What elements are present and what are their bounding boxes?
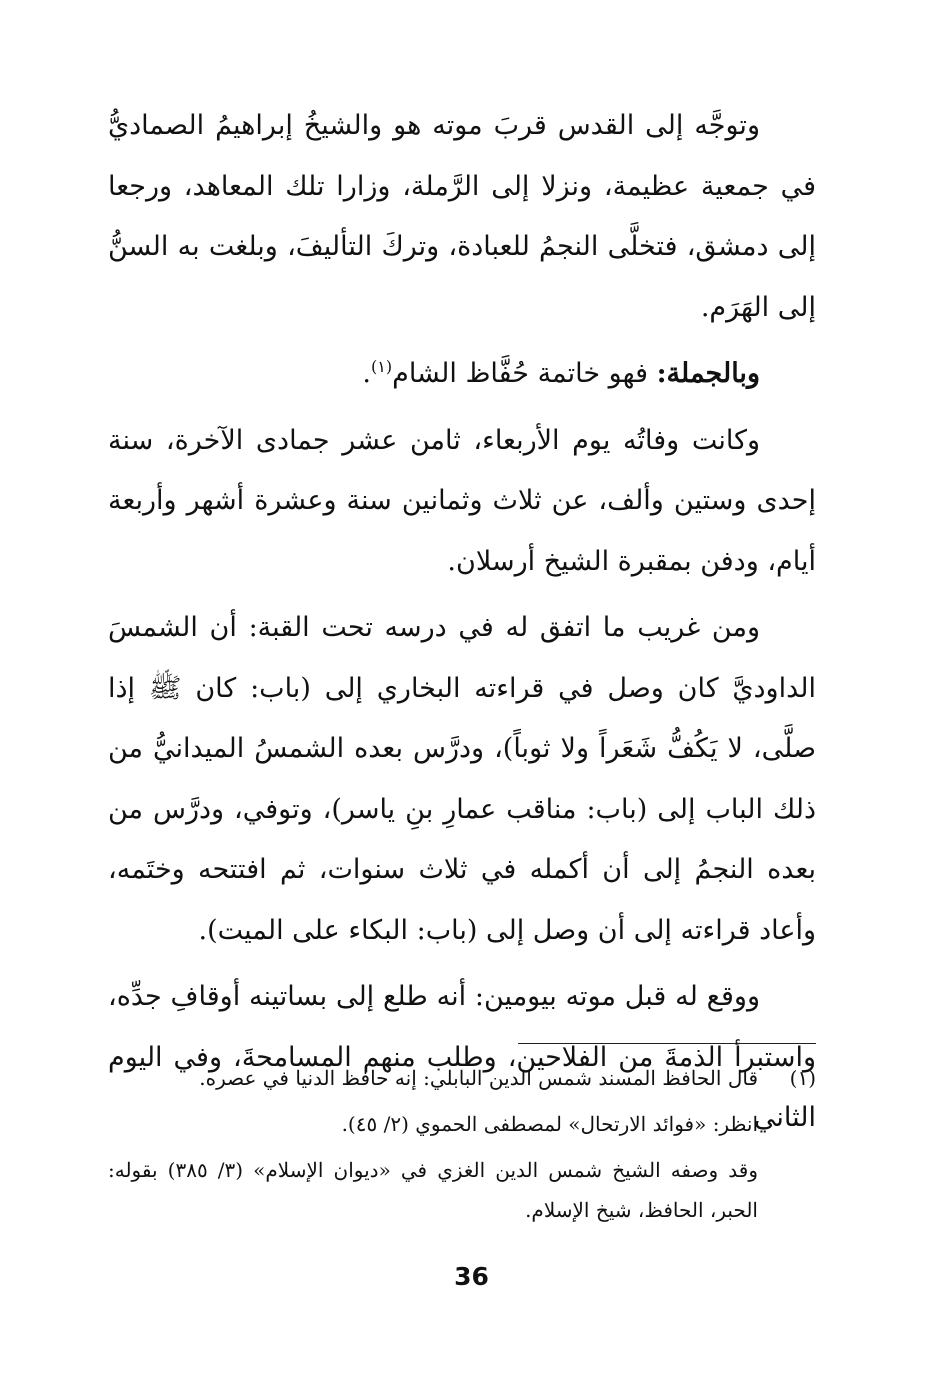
footnotes	[108, 1058, 816, 1236]
main-text	[108, 96, 816, 1149]
page-number: 36	[454, 1262, 489, 1291]
footnote-1-line-3: وقد وصفه الشيخ شمس الدين الغزي في «ديوان الإسلام» (٣/ ٣٨٥) بقوله: الحبر، الحافظ، شيخ الإسلام.	[108, 1158, 758, 1222]
footnote-reference[interactable]: (١)	[371, 357, 393, 376]
footnote-1-text: قال الحافظ المسند شمس الدين البابلي: إنه حافظ الدنيا في عصره.	[199, 1066, 758, 1090]
footnote-1-line-2: انظر: «فوائد الارتحال» لمصطفى الحموي (٢/ ٤٥).	[341, 1112, 758, 1136]
paragraph-1: وتوجَّه إلى القدس قربَ موته هو والشيخُ إبراهيمُ الصماديُّ في جمعية عظيمة، ونزلا إلى الرَّملة، وزارا تلك المعاهد، ورجعا إلى دمشق، فتخلَّى النجمُ للعبادة، وتركَ التأليفَ، وبلغت به السنُّ إلى الهَرَم.	[108, 110, 816, 323]
paragraph-2-text: فهو خاتمة حُفَّاظ الشام	[392, 358, 657, 389]
paragraph-2-lead: وبالجملة:	[656, 358, 760, 389]
paragraph-3: وكانت وفاتُه يوم الأربعاء، ثامن عشر جمادى الآخرة، سنة إحدى وستين وألف، عن ثلاث وثمانين سنة وعشرة أشهر وأربعة أيام، ودفن بمقبرة الشيخ أرسلان.	[108, 424, 816, 577]
page-body	[108, 96, 816, 1155]
footnote-number: (١)	[789, 1066, 816, 1090]
paragraph-2	[108, 344, 816, 405]
paragraph-4: ومن غريب ما اتفق له في درسه تحت القبة: أن الشمسَ الداوديَّ كان وصل في قراءته البخاري إلى (باب: كان ﷺ إذا صلَّى، لا يَكُفُّ شَعَراً ولا ثوباً)، ودرَّس بعده الشمسُ الميدانيُّ من ذلك الباب إلى (باب: مناقب عمارِ بنِ ياسر)، وتوفي، ودرَّس من بعده النجمُ إلى أن أكمله في ثلاث سنوات، ثم افتتحه وختَمه، وأعاد قراءته إلى أن وصل إلى (باب: البكاء على الميت).	[108, 612, 816, 946]
paragraph-5: ووقع له قبل موته بيومين: أنه طلع إلى بساتينه أوقافِ جدِّه، واستبرأ الذمةَ من الفلاحين، وطلب منهم المسامحةَ، وفي اليوم الثاني	[108, 981, 816, 1133]
footnote-divider	[518, 1043, 816, 1044]
footnote-1-line-1	[108, 1058, 816, 1098]
paragraph-2-end: .	[362, 358, 372, 389]
